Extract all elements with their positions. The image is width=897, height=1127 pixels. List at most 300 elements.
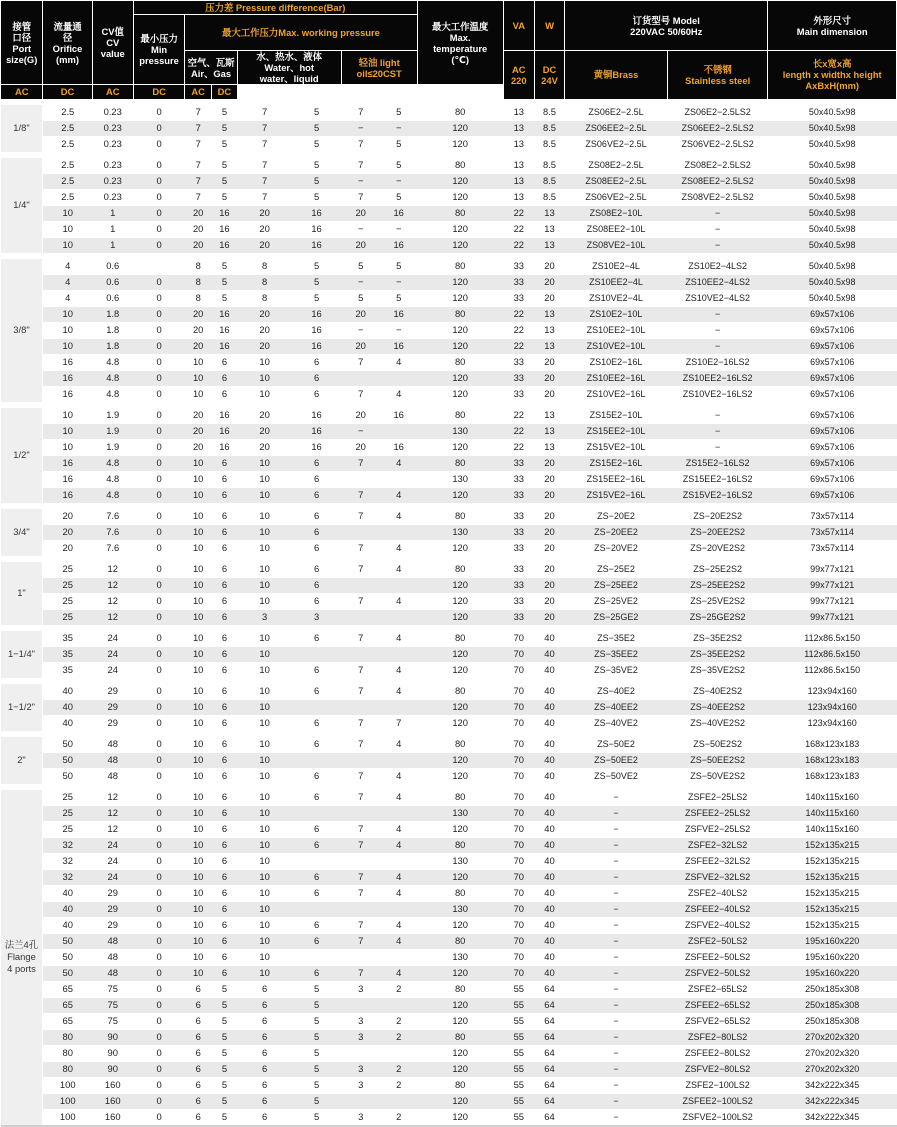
dimension-cell: 50x40.5x98: [768, 205, 897, 221]
w-cell: 8.5: [534, 120, 564, 136]
model-stainless-cell: ZS−50EE2S2: [667, 752, 768, 768]
orifice-cell: 20: [43, 506, 92, 525]
max-temp-cell: 120: [417, 609, 503, 628]
table-row: [1, 1077, 897, 1093]
air-ac-cell: 6: [185, 1013, 212, 1029]
max-temp-cell: 80: [417, 506, 503, 525]
header-dimension: 外形尺寸 Main dimension: [768, 1, 897, 51]
orifice-cell: 80: [43, 1045, 92, 1061]
w-cell: 8.5: [534, 189, 564, 205]
table-row: [1, 386, 897, 405]
model-stainless-cell: ZS−40VE2S2: [667, 715, 768, 734]
va-cell: 33: [503, 354, 534, 370]
min-pressure-cell: 0: [133, 524, 184, 540]
oil-ac-cell: [341, 805, 380, 821]
water-dc-cell: 5: [292, 1061, 341, 1077]
air-ac-cell: 10: [185, 965, 212, 981]
cv-cell: 48: [92, 949, 133, 965]
table-row: [1, 805, 897, 821]
water-ac-cell: 7: [237, 173, 292, 189]
oil-ac-cell: 7: [341, 540, 380, 559]
model-brass-cell: −: [565, 1109, 668, 1126]
cv-cell: 0.23: [92, 120, 133, 136]
va-cell: 70: [503, 901, 534, 917]
orifice-cell: 10: [43, 423, 92, 439]
va-cell: 55: [503, 1077, 534, 1093]
max-temp-cell: 120: [417, 540, 503, 559]
model-brass-cell: ZS08E2−2.5L: [565, 155, 668, 174]
cv-cell: 1.9: [92, 423, 133, 439]
air-ac-cell: 10: [185, 734, 212, 753]
w-cell: 20: [534, 290, 564, 306]
w-cell: 13: [534, 423, 564, 439]
water-dc-cell: 6: [292, 787, 341, 806]
va-cell: 55: [503, 1061, 534, 1077]
oil-dc-cell: [380, 805, 417, 821]
max-temp-cell: 120: [417, 487, 503, 506]
va-cell: 33: [503, 559, 534, 578]
orifice-cell: 16: [43, 386, 92, 405]
port-group: [1, 405, 897, 506]
w-cell: 40: [534, 933, 564, 949]
air-dc-cell: 16: [212, 205, 238, 221]
cv-cell: 48: [92, 965, 133, 981]
max-temp-cell: 80: [417, 306, 503, 322]
oil-ac-cell: 20: [341, 237, 380, 256]
air-dc-cell: 16: [212, 306, 238, 322]
oil-dc-cell: 4: [380, 354, 417, 370]
water-dc-cell: 6: [292, 885, 341, 901]
table-row: [1, 837, 897, 853]
water-dc-cell: 6: [292, 933, 341, 949]
air-dc-cell: 5: [212, 1093, 238, 1109]
cv-cell: 29: [92, 681, 133, 700]
min-pressure-cell: 0: [133, 933, 184, 949]
oil-ac-cell: [341, 949, 380, 965]
air-ac-cell: 10: [185, 885, 212, 901]
air-dc-cell: 6: [212, 681, 238, 700]
max-temp-cell: 80: [417, 205, 503, 221]
w-cell: 13: [534, 439, 564, 455]
model-brass-cell: −: [565, 853, 668, 869]
model-brass-cell: ZS10E2−4L: [565, 256, 668, 275]
oil-dc-cell: 5: [380, 155, 417, 174]
min-pressure-cell: 0: [133, 1045, 184, 1061]
model-brass-cell: ZS−25EE2: [565, 577, 668, 593]
w-cell: 20: [534, 593, 564, 609]
min-pressure-cell: 0: [133, 734, 184, 753]
orifice-cell: 40: [43, 699, 92, 715]
va-cell: 13: [503, 189, 534, 205]
model-brass-cell: −: [565, 869, 668, 885]
oil-dc-cell: 4: [380, 506, 417, 525]
table-row: [1, 102, 897, 121]
water-ac-cell: 6: [237, 1013, 292, 1029]
model-stainless-cell: ZSFVE2−100LS2: [667, 1109, 768, 1126]
cv-cell: 4.8: [92, 455, 133, 471]
water-ac-cell: 10: [237, 805, 292, 821]
table-row: [1, 506, 897, 525]
water-ac-cell: 6: [237, 1077, 292, 1093]
w-cell: 20: [534, 577, 564, 593]
oil-dc-cell: 5: [380, 290, 417, 306]
oil-ac-cell: 20: [341, 405, 380, 424]
air-ac-cell: 7: [185, 189, 212, 205]
cv-cell: 7.6: [92, 506, 133, 525]
va-cell: 33: [503, 386, 534, 405]
model-stainless-cell: ZS08EE2−2.5LS2: [667, 173, 768, 189]
va-cell: 70: [503, 699, 534, 715]
air-ac-cell: 10: [185, 524, 212, 540]
dimension-cell: 73x57x114: [768, 524, 897, 540]
model-brass-cell: ZS08VE2−10L: [565, 237, 668, 256]
model-stainless-cell: ZS−20EE2S2: [667, 524, 768, 540]
w-cell: 40: [534, 837, 564, 853]
max-temp-cell: 120: [417, 290, 503, 306]
table-row: [1, 290, 897, 306]
model-brass-cell: −: [565, 1077, 668, 1093]
w-cell: 20: [534, 370, 564, 386]
air-ac-cell: 7: [185, 120, 212, 136]
oil-dc-cell: 5: [380, 136, 417, 155]
header-brass: 黄铜Brass: [565, 51, 668, 102]
va-cell: 33: [503, 256, 534, 275]
dimension-cell: 69x57x106: [768, 471, 897, 487]
table-row: [1, 338, 897, 354]
header-water: 水、热水、液体 Water、hot water、liquid: [237, 51, 341, 85]
cv-cell: 48: [92, 768, 133, 787]
oil-ac-cell: 7: [341, 662, 380, 681]
water-ac-cell: 20: [237, 423, 292, 439]
water-ac-cell: 10: [237, 787, 292, 806]
w-cell: 40: [534, 768, 564, 787]
max-temp-cell: 120: [417, 189, 503, 205]
oil-ac-cell: −: [341, 322, 380, 338]
max-temp-cell: 120: [417, 439, 503, 455]
header-pressure-diff: 压力差 Pressure difference(Bar): [133, 1, 417, 15]
table-row: [1, 646, 897, 662]
orifice-cell: 2.5: [43, 102, 92, 121]
va-cell: 55: [503, 1013, 534, 1029]
air-dc-cell: 6: [212, 734, 238, 753]
min-pressure-cell: 0: [133, 821, 184, 837]
water-dc-cell: 6: [292, 487, 341, 506]
water-dc-cell: 6: [292, 662, 341, 681]
table-row: [1, 885, 897, 901]
water-dc-cell: 5: [292, 1093, 341, 1109]
water-dc-cell: 6: [292, 370, 341, 386]
dimension-cell: 152x135x215: [768, 837, 897, 853]
air-dc-cell: 6: [212, 506, 238, 525]
oil-ac-cell: −: [341, 173, 380, 189]
max-temp-cell: 120: [417, 1013, 503, 1029]
min-pressure-cell: 0: [133, 455, 184, 471]
cv-cell: 24: [92, 869, 133, 885]
cv-cell: 12: [92, 577, 133, 593]
model-stainless-cell: ZS−25EE2S2: [667, 577, 768, 593]
air-dc-cell: 6: [212, 370, 238, 386]
water-ac-cell: 10: [237, 370, 292, 386]
model-brass-cell: −: [565, 901, 668, 917]
max-temp-cell: 120: [417, 997, 503, 1013]
min-pressure-cell: 0: [133, 715, 184, 734]
water-dc-cell: [292, 699, 341, 715]
dimension-cell: 250x185x308: [768, 1013, 897, 1029]
max-temp-cell: 120: [417, 338, 503, 354]
table-row: [1, 787, 897, 806]
max-temp-cell: 80: [417, 354, 503, 370]
header-va: VA: [503, 1, 534, 51]
table-row: [1, 1061, 897, 1077]
model-brass-cell: −: [565, 981, 668, 997]
header-model: 订货型号 Model 220VAC 50/60Hz: [565, 1, 768, 51]
air-dc-cell: 16: [212, 439, 238, 455]
oil-ac-cell: 20: [341, 205, 380, 221]
oil-dc-cell: 16: [380, 306, 417, 322]
oil-ac-cell: [341, 646, 380, 662]
table-row: [1, 965, 897, 981]
max-temp-cell: 120: [417, 577, 503, 593]
oil-dc-cell: [380, 471, 417, 487]
air-dc-cell: 5: [212, 189, 238, 205]
model-brass-cell: ZS−20E2: [565, 506, 668, 525]
water-ac-cell: 10: [237, 917, 292, 933]
max-temp-cell: 120: [417, 768, 503, 787]
model-brass-cell: ZS06E2−2.5L: [565, 102, 668, 121]
water-dc-cell: 5: [292, 136, 341, 155]
dimension-cell: 50x40.5x98: [768, 155, 897, 174]
va-cell: 55: [503, 997, 534, 1013]
air-dc-cell: 6: [212, 646, 238, 662]
max-temp-cell: 120: [417, 1093, 503, 1109]
air-dc-cell: 5: [212, 102, 238, 121]
oil-dc-cell: [380, 1045, 417, 1061]
water-ac-cell: 20: [237, 306, 292, 322]
orifice-cell: 35: [43, 646, 92, 662]
model-brass-cell: ZS15E2−10L: [565, 405, 668, 424]
air-dc-cell: 5: [212, 120, 238, 136]
water-dc-cell: [292, 853, 341, 869]
model-stainless-cell: ZS10E2−4LS2: [667, 256, 768, 275]
air-ac-cell: 10: [185, 949, 212, 965]
min-pressure-cell: 0: [133, 1077, 184, 1093]
water-ac-cell: 6: [237, 1109, 292, 1126]
water-dc-cell: 5: [292, 155, 341, 174]
port-group: [1, 102, 897, 155]
dimension-cell: 99x77x121: [768, 593, 897, 609]
model-brass-cell: −: [565, 805, 668, 821]
water-ac-cell: 10: [237, 837, 292, 853]
cv-cell: 4.8: [92, 370, 133, 386]
model-stainless-cell: ZS−40EE2S2: [667, 699, 768, 715]
min-pressure-cell: 0: [133, 609, 184, 628]
va-cell: 70: [503, 752, 534, 768]
water-ac-cell: 20: [237, 205, 292, 221]
w-cell: 40: [534, 715, 564, 734]
water-ac-cell: 20: [237, 405, 292, 424]
w-cell: 20: [534, 559, 564, 578]
water-dc-cell: 5: [292, 290, 341, 306]
table-row: [1, 1045, 897, 1061]
va-cell: 33: [503, 540, 534, 559]
dimension-cell: 152x135x215: [768, 901, 897, 917]
dimension-cell: 152x135x215: [768, 869, 897, 885]
model-stainless-cell: −: [667, 405, 768, 424]
model-stainless-cell: ZSFE2−100LS2: [667, 1077, 768, 1093]
water-dc-cell: 5: [292, 1029, 341, 1045]
w-cell: 13: [534, 205, 564, 221]
oil-ac-cell: 7: [341, 965, 380, 981]
model-brass-cell: ZS−35EE2: [565, 646, 668, 662]
oil-dc-cell: 16: [380, 439, 417, 455]
air-ac-cell: 6: [185, 981, 212, 997]
model-brass-cell: −: [565, 1029, 668, 1045]
va-cell: 33: [503, 370, 534, 386]
water-dc-cell: 5: [292, 102, 341, 121]
water-ac-cell: 10: [237, 681, 292, 700]
water-ac-cell: 6: [237, 1061, 292, 1077]
water-dc-cell: 6: [292, 734, 341, 753]
orifice-cell: 100: [43, 1077, 92, 1093]
water-ac-cell: 7: [237, 155, 292, 174]
model-brass-cell: −: [565, 1061, 668, 1077]
model-brass-cell: ZS10EE2−16L: [565, 370, 668, 386]
port-size-cell: 3/4": [1, 506, 43, 559]
air-dc-cell: 6: [212, 455, 238, 471]
min-pressure-cell: 0: [133, 487, 184, 506]
model-brass-cell: ZS15E2−16L: [565, 455, 668, 471]
water-dc-cell: 5: [292, 1109, 341, 1126]
oil-dc-cell: −: [380, 221, 417, 237]
w-cell: 40: [534, 885, 564, 901]
table-row: [1, 559, 897, 578]
orifice-cell: 35: [43, 662, 92, 681]
model-stainless-cell: ZS10E2−16LS2: [667, 354, 768, 370]
w-cell: 20: [534, 524, 564, 540]
max-temp-cell: 130: [417, 524, 503, 540]
water-dc-cell: 5: [292, 256, 341, 275]
w-cell: 40: [534, 821, 564, 837]
max-temp-cell: 130: [417, 853, 503, 869]
oil-dc-cell: −: [380, 173, 417, 189]
orifice-cell: 10: [43, 306, 92, 322]
max-temp-cell: 120: [417, 237, 503, 256]
oil-ac-cell: −: [341, 423, 380, 439]
header-cv: CV值 CV value: [92, 1, 133, 85]
water-dc-cell: 6: [292, 471, 341, 487]
max-temp-cell: 130: [417, 805, 503, 821]
model-stainless-cell: ZS10EE2−4LS2: [667, 274, 768, 290]
air-dc-cell: 5: [212, 256, 238, 275]
air-dc-cell: 16: [212, 221, 238, 237]
air-dc-cell: 6: [212, 768, 238, 787]
cv-cell: 1.8: [92, 306, 133, 322]
cv-cell: 24: [92, 662, 133, 681]
oil-ac-cell: 7: [341, 102, 380, 121]
water-dc-cell: 6: [292, 577, 341, 593]
w-cell: 40: [534, 901, 564, 917]
oil-ac-cell: 7: [341, 593, 380, 609]
oil-dc-cell: 4: [380, 540, 417, 559]
oil-dc-cell: 4: [380, 965, 417, 981]
min-pressure-cell: 0: [133, 136, 184, 155]
model-stainless-cell: ZS−35E2S2: [667, 628, 768, 647]
max-temp-cell: 120: [417, 1109, 503, 1126]
air-ac-cell: 10: [185, 577, 212, 593]
w-cell: 40: [534, 917, 564, 933]
water-dc-cell: 6: [292, 559, 341, 578]
model-brass-cell: ZS−50E2: [565, 734, 668, 753]
water-ac-cell: 10: [237, 734, 292, 753]
orifice-cell: 4: [43, 290, 92, 306]
water-ac-cell: 10: [237, 821, 292, 837]
table-row: [1, 487, 897, 506]
orifice-cell: 25: [43, 577, 92, 593]
water-ac-cell: 10: [237, 752, 292, 768]
model-brass-cell: ZS06EE2−2.5L: [565, 120, 668, 136]
air-ac-cell: 10: [185, 662, 212, 681]
water-ac-cell: 7: [237, 102, 292, 121]
oil-ac-cell: 7: [341, 136, 380, 155]
water-dc-cell: [292, 646, 341, 662]
table-row: [1, 1013, 897, 1029]
water-dc-cell: 5: [292, 1045, 341, 1061]
va-cell: 70: [503, 885, 534, 901]
water-ac-cell: 10: [237, 699, 292, 715]
header-orifice: 流量通 径 Orifice (mm): [43, 1, 92, 85]
va-cell: 70: [503, 869, 534, 885]
model-stainless-cell: ZSFE2−40LS2: [667, 885, 768, 901]
orifice-cell: 16: [43, 455, 92, 471]
table-row: [1, 274, 897, 290]
oil-dc-cell: 16: [380, 405, 417, 424]
cv-cell: 7.6: [92, 524, 133, 540]
max-temp-cell: 120: [417, 221, 503, 237]
air-dc-cell: 6: [212, 354, 238, 370]
va-cell: 33: [503, 506, 534, 525]
air-dc-cell: 6: [212, 853, 238, 869]
water-ac-cell: 10: [237, 965, 292, 981]
cv-cell: 160: [92, 1093, 133, 1109]
dimension-cell: 250x185x308: [768, 981, 897, 997]
model-stainless-cell: −: [667, 221, 768, 237]
cv-cell: 12: [92, 805, 133, 821]
water-ac-cell: 20: [237, 322, 292, 338]
orifice-cell: 65: [43, 1013, 92, 1029]
table-row: [1, 901, 897, 917]
oil-ac-cell: 7: [341, 386, 380, 405]
w-cell: 40: [534, 949, 564, 965]
va-cell: 13: [503, 120, 534, 136]
min-pressure-cell: 0: [133, 189, 184, 205]
oil-ac-cell: [341, 370, 380, 386]
air-ac-cell: 10: [185, 354, 212, 370]
water-ac-cell: 10: [237, 646, 292, 662]
water-dc-cell: 16: [292, 423, 341, 439]
air-dc-cell: 16: [212, 338, 238, 354]
max-temp-cell: 80: [417, 933, 503, 949]
w-cell: 8.5: [534, 155, 564, 174]
header-max-temp: 最大工作温度 Max. temperature (℃): [417, 1, 503, 85]
dimension-cell: 195x160x220: [768, 933, 897, 949]
model-stainless-cell: ZS−25E2S2: [667, 559, 768, 578]
cv-cell: 48: [92, 933, 133, 949]
air-dc-cell: 6: [212, 609, 238, 628]
oil-dc-cell: [380, 699, 417, 715]
dimension-cell: 69x57x106: [768, 354, 897, 370]
air-dc-cell: 16: [212, 322, 238, 338]
min-pressure-cell: 0: [133, 787, 184, 806]
